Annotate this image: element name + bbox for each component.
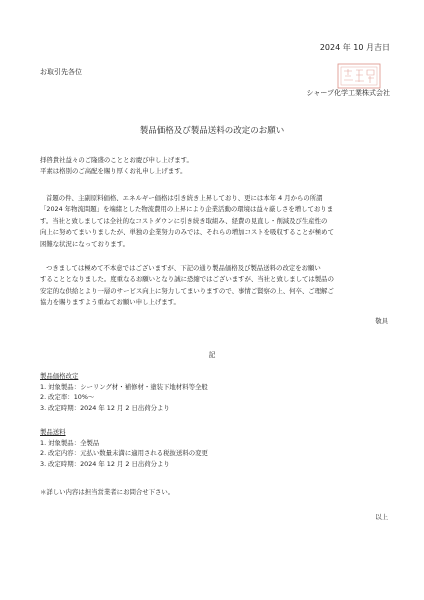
- body-line: 困難な状況になっております。: [40, 239, 129, 248]
- company-seal-stamp: [337, 63, 381, 89]
- section-item: 3. 改定時期：2024 年 12 月 2 日出荷分より: [40, 403, 170, 412]
- body-line: 協力を賜りますよう重ねてお願い申し上げます。: [40, 298, 180, 307]
- greeting-line: 平素は格別のご高配を賜り厚くお礼申し上げます。: [40, 167, 187, 176]
- section-item: 2. 改定内容：元払い数量未満に適用される税抜送料の変更: [40, 449, 208, 457]
- body-line: す。当社と致しましては全社的なコストダウンに引き続き取組み、経費の見直し・削減及び生産性の: [40, 216, 328, 225]
- body-line: 安定的な供給とより一層のサービス向上に努力してまいりますので、事情ご賢察の上、何卒、ご理解ご: [40, 286, 334, 295]
- body-line: 首題の件、主副原料価格、エネルギー価格は引き続き上昇しており、更には本年 4 月からの所謂: [46, 194, 323, 202]
- recipient: お取引先各位: [40, 68, 82, 76]
- section-heading: 製品価格改定: [40, 372, 79, 380]
- section-item: 2. 改定率：10%～: [40, 393, 95, 401]
- section-item: 1. 対象製品：全製品: [40, 438, 100, 447]
- contact-note: ＊詳しい内容は担当営業者にお問合せ下さい。: [40, 488, 175, 496]
- body-line: することとなりました。度重なるお願いとなり誠に恐縮ではございますが、当社と致しましては製品の: [40, 275, 334, 284]
- closing-word: 敬具: [375, 317, 388, 325]
- issue-date: 2024 年 10 月吉日: [319, 43, 390, 52]
- price-revision-section: [40, 371, 208, 413]
- body-line: 向上に努めてまいりましたが、単独の企業努力のみでは、それらの増加コストを吸収することが極めて: [40, 228, 334, 237]
- greeting-paragraph: [40, 155, 388, 178]
- body-line: 「2024 年物流問題」を端緒とした物流費用の上昇により企業活動の環境は益々厳しさを増しておりま: [40, 205, 334, 214]
- end-mark: 以上: [375, 513, 388, 521]
- shipping-fee-section: [40, 427, 208, 469]
- body-paragraph-2: [40, 263, 388, 309]
- greeting-line: 拝啓貴社益々のご隆盛のこととお慶び申し上げます。: [40, 156, 193, 164]
- section-item: 1. 対象製品：シーリング材・補修材・塗装下地材料等全般: [40, 382, 208, 391]
- body-paragraph-1: [40, 193, 388, 250]
- body-line: つきましては極めて不本意ではございますが、下記の通り製品価格及び製品送料の改定をお願い: [46, 264, 321, 272]
- company-name: シャープ化学工業株式会社: [306, 89, 390, 97]
- section-item: 3. 改定時期：2024 年 12 月 2 日出荷分より: [40, 459, 170, 468]
- section-heading: 製品送料: [40, 428, 66, 436]
- document-title: 製品価格及び製品送料の改定のお願い: [139, 126, 285, 136]
- ki-heading: 記: [208, 351, 216, 359]
